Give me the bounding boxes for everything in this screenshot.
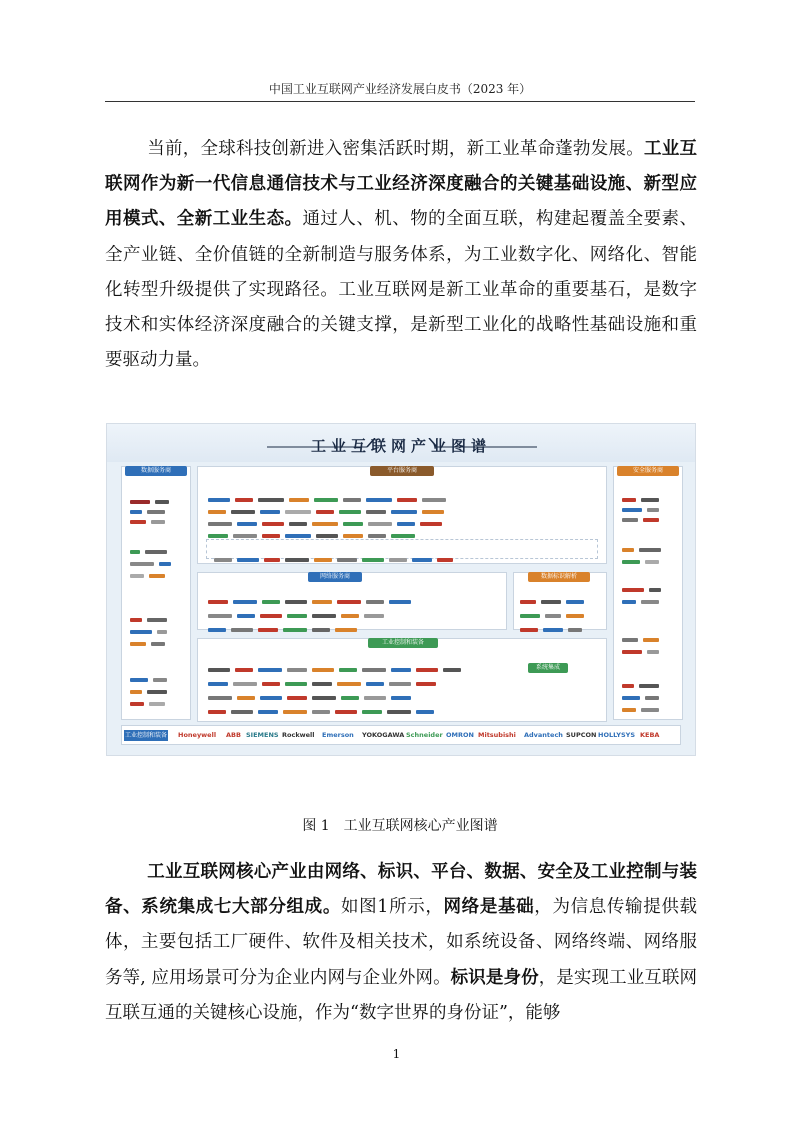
logo-row — [622, 487, 664, 491]
logo-row — [130, 631, 170, 635]
logo-row — [208, 657, 466, 661]
industry-map-figure — [106, 423, 696, 756]
core-industry-paragraph — [105, 855, 697, 1031]
logo-row — [622, 639, 664, 643]
platform-panel-tag: 平台服务商 — [370, 466, 434, 476]
logo-row — [130, 619, 172, 623]
logo-row — [130, 667, 172, 671]
logo-row — [208, 487, 451, 491]
logo-row — [520, 617, 587, 621]
p1-text-2: 通过人、机、物的全面互联，构建起覆盖全要素、全产业链、全价值链的全新制造与服务体系，为工业数字化、网络化、智能化转型升级提供了实现路径。工业互联网是新工业革命的重要基石，是数字技术和实体经济深度融合的关键支撑，是新型工业化的战略性基础设施和重要驱动力量。 — [105, 209, 697, 371]
identity-panel — [513, 572, 607, 630]
logo-row — [130, 691, 170, 695]
brand-honeywell: Honeywell — [178, 731, 217, 739]
figure-caption — [105, 815, 695, 835]
platform-panel — [197, 466, 607, 564]
logo-row — [214, 547, 458, 551]
logo-row — [622, 549, 664, 553]
logo-row — [520, 603, 589, 607]
logo-row — [130, 499, 170, 503]
p2-bold-3: 标识是身份 — [450, 967, 539, 988]
data-panel-tag: 数据服务商 — [125, 466, 187, 476]
logo-row — [622, 589, 664, 593]
data-panel — [121, 466, 191, 720]
identity-panel-tag: 数据标识解析 — [528, 572, 590, 582]
logo-row — [622, 537, 666, 541]
logo-row — [622, 685, 664, 689]
brand-strip — [121, 725, 681, 745]
brand-advantech: Advantech — [524, 731, 563, 739]
caption-text: 工业互联网核心产业图谱 — [343, 818, 498, 834]
logo-row — [622, 497, 664, 501]
logo-row — [208, 589, 416, 593]
logo-row — [208, 603, 389, 607]
logo-row — [208, 685, 416, 689]
logo-row — [622, 627, 664, 631]
logo-row — [208, 523, 420, 527]
logo-row — [208, 499, 449, 503]
logo-row — [130, 539, 172, 543]
p1-bold-1: 工业互联网作为新一代信息通信技术与工业经济深度融合的关键基础设施、新型应用模式、全新工业生态。 — [105, 139, 697, 230]
security-panel-tag: 安全服务商 — [617, 466, 679, 476]
page-number: 1 — [392, 1047, 401, 1061]
logo-row — [622, 673, 664, 677]
p2-text-2: ，为信息传输提供载体，主要包括工厂硬件、软件及相关技术，如系统设备、网络终端、网络服务等, 应用场景可分为企业内网与企业外网。 — [105, 897, 698, 988]
control-panel-tag: 工业控制和装备 — [368, 638, 438, 648]
header-rule — [105, 101, 695, 102]
brand-abb: ABB — [226, 731, 241, 739]
caption-number: 图 1 — [302, 818, 330, 834]
network-panel-tag: 网络服务商 — [308, 572, 362, 582]
brand-siemens: SIEMENS — [246, 731, 279, 739]
logo-row — [130, 563, 170, 567]
running-header: 中国工业互联网产业经济发展白皮书（2023 年） — [268, 82, 532, 96]
logo-row — [208, 671, 441, 675]
control-panel — [197, 638, 607, 722]
brand-schneider: Schneider — [406, 731, 443, 739]
brand-strip-label: 工业控制和装备 — [124, 732, 167, 739]
p1-text-1: 当前，全球科技创新进入密集活跃时期，新工业革命蓬勃发展。 — [147, 139, 645, 159]
p2-text-1: 如图1所示， — [340, 897, 444, 918]
logo-row — [208, 511, 447, 515]
logo-row — [622, 507, 664, 511]
p2-text-3: ，是实现工业互联网互联互通的关键核心设施，作为“数字世界的身份证”，能够 — [105, 967, 698, 1023]
logo-row — [622, 697, 664, 701]
brand-rockwell: Rockwell — [282, 731, 315, 739]
logo-row — [130, 551, 176, 555]
intro-paragraph — [105, 132, 697, 378]
logo-row — [208, 699, 439, 703]
brand-mitsubishi: Mitsubishi — [478, 731, 516, 739]
p2-bold-2: 网络是基础 — [443, 897, 535, 918]
brand-emerson: Emerson — [322, 731, 354, 739]
logo-row — [208, 617, 362, 621]
security-panel — [613, 466, 683, 720]
brand-omron: OMRON — [446, 731, 474, 739]
logo-row — [130, 489, 174, 493]
network-panel — [197, 572, 507, 630]
logo-row — [130, 607, 172, 611]
brand-supcon: SUPCON — [566, 731, 597, 739]
logo-row — [622, 577, 666, 581]
brand-keba: KEBA — [640, 731, 660, 739]
logo-row — [130, 679, 172, 683]
brand-hollysys: HOLLYSYS — [598, 731, 636, 739]
p2-bold-1: 工业互联网核心产业由网络、标识、平台、数据、安全及工业控制与装备、系统集成七大部分组成。 — [105, 862, 697, 918]
integration-tag: 系统集成 — [528, 663, 568, 673]
brand-yokogawa: YOKOGAWA — [362, 731, 405, 739]
logo-row — [130, 509, 170, 513]
logo-row — [520, 589, 589, 593]
map-title: 工业互联网产业图谱 — [310, 437, 491, 455]
